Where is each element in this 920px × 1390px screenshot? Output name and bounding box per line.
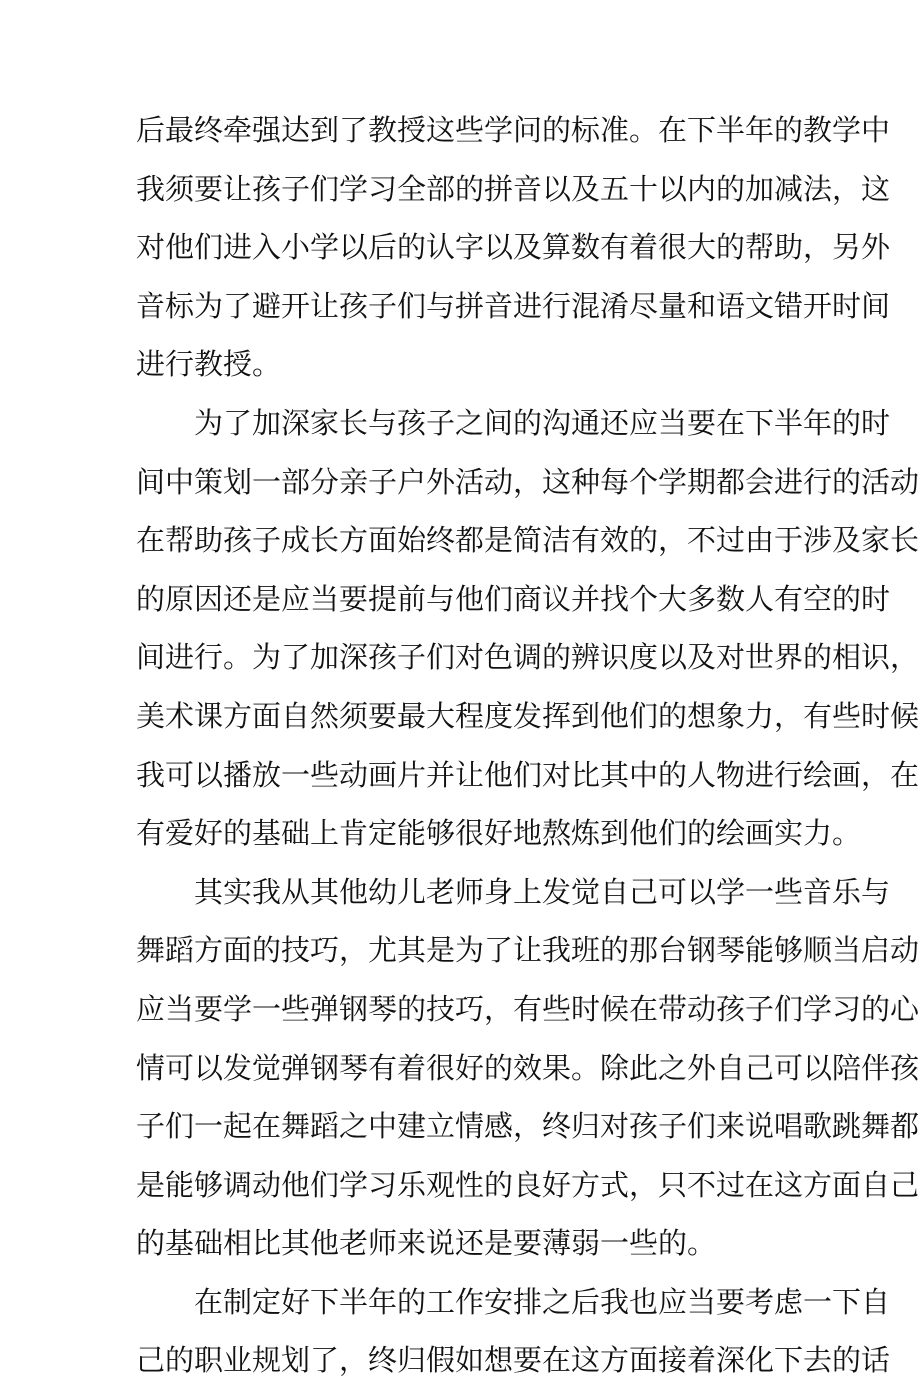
- text-line: 为了加深家长与孩子之间的沟通还应当要在下半年的时: [194, 405, 891, 440]
- paragraph: [136, 1273, 891, 1390]
- text-line: 应当要学一些弹钢琴的技巧，有些时候在带动孩子们学习的心: [136, 991, 920, 1026]
- text-line: 音标为了避开让孩子们与拼音进行混淆尽量和语文错开时间: [136, 288, 891, 323]
- text-line: 后最终牵强达到了教授这些学问的标准。在下半年的教学中: [136, 113, 891, 147]
- text-line: 间中策划一部分亲子户外活动，这种每个学期都会进行的活动: [136, 464, 920, 499]
- text-line: 我可以播放一些动画片并让他们对比其中的人物进行绘画，在: [136, 757, 920, 792]
- text-line: 己的职业规划了，终归假如想要在这方面接着深化下去的话: [136, 1343, 891, 1378]
- text-line: 进行教授。: [136, 347, 282, 382]
- document-body: [136, 101, 920, 1390]
- text-line: 间进行。为了加深孩子们对色调的辨识度以及对世界的相识，: [136, 640, 920, 675]
- text-line: 美术课方面自然须要最大程度发挥到他们的想象力，有些时候: [136, 698, 920, 733]
- text-line: 有爱好的基础上肯定能够很好地熬炼到他们的绘画实力。: [136, 816, 862, 851]
- paragraph: [136, 394, 920, 863]
- text-line: 的原因还是应当要提前与他们商议并找个大多数人有空的时: [136, 581, 891, 616]
- text-line: 是能够调动他们学习乐观性的良好方式，只不过在这方面自己: [136, 1167, 920, 1202]
- paragraph: [136, 863, 920, 1273]
- paragraph: [136, 101, 891, 394]
- text-line: 情可以发觉弹钢琴有着很好的效果。除此之外自己可以陪伴孩: [136, 1050, 920, 1085]
- text-line: 其实我从其他幼儿老师身上发觉自己可以学一些音乐与: [194, 874, 891, 909]
- text-line: 子们一起在舞蹈之中建立情感，终归对孩子们来说唱歌跳舞都: [136, 1109, 920, 1144]
- text-line: 舞蹈方面的技巧，尤其是为了让我班的那台钢琴能够顺当启动: [136, 933, 920, 968]
- text-line: 在制定好下半年的工作安排之后我也应当要考虑一下自: [194, 1284, 891, 1319]
- text-line: 的基础相比其他老师来说还是要薄弱一些的。: [136, 1226, 717, 1261]
- text-line: 在帮助孩子成长方面始终都是简洁有效的，不过由于涉及家长: [136, 523, 920, 558]
- text-line: 对他们进入小学以后的认字以及算数有着很大的帮助，另外: [136, 230, 891, 265]
- text-line: 我须要让孩子们学习全部的拼音以及五十以内的加减法，这: [136, 171, 891, 206]
